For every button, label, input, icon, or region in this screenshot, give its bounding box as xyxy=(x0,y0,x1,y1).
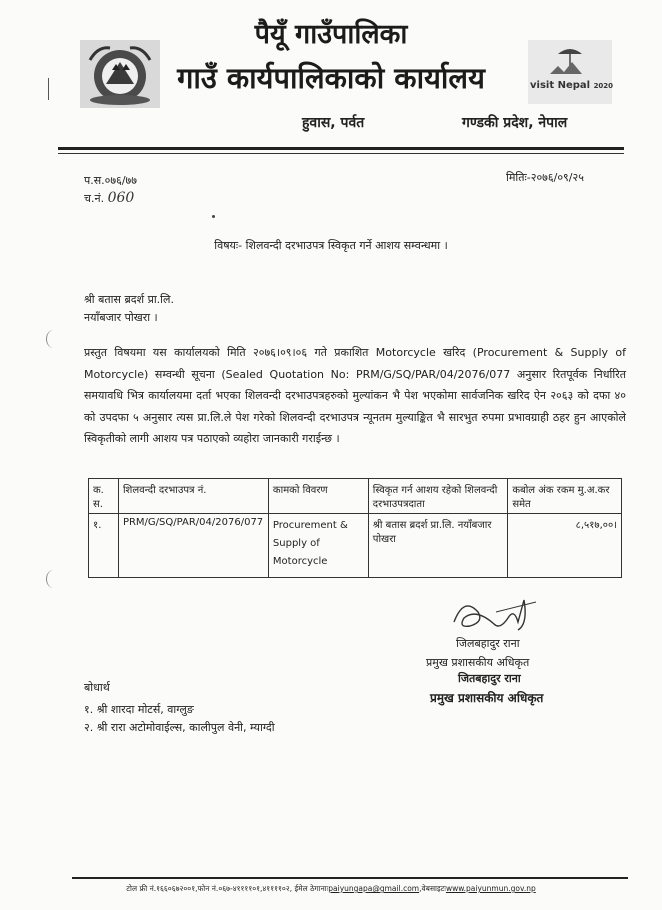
footer-rule xyxy=(72,877,628,879)
header-rule-thick xyxy=(58,147,624,150)
addressee-address: नयाँबजार पोखरा । xyxy=(84,311,158,324)
table-header-row xyxy=(89,479,622,514)
punch-hole-mark xyxy=(46,330,61,348)
footer-contact xyxy=(0,884,662,894)
signatory-name-stamp: जितबहादुर राना xyxy=(458,672,521,685)
office-name: गाउँ कार्यपालिकाको कार्यालय xyxy=(177,61,485,95)
addressee-name: श्री बतास ब्रदर्श प्रा.लि. xyxy=(84,293,174,306)
table-header-cell: शिलवन्दी दरभाउपत्र नं. xyxy=(118,479,268,514)
dot-mark xyxy=(212,215,215,218)
footer-website-link[interactable]: www.paiyunmun.gov.np xyxy=(445,884,536,893)
cc-item: २. श्री रारा अटोमोवाईल्स, कालीपुल वेनी, म्याग्दी xyxy=(84,721,275,734)
province-text: गण्डकी प्रदेश, नेपाल xyxy=(462,115,568,131)
table-cell: ८,५१७,००। xyxy=(508,514,622,578)
footer-web-label: ,वेबसाइटः xyxy=(419,884,446,893)
table-header-cell: स्विकृत गर्न आशय रहेको शिलवन्दी दरभाउपत्रदाता xyxy=(368,479,508,514)
cc-label: बोधार्थ xyxy=(84,681,110,694)
quotation-table xyxy=(88,478,622,578)
table-row xyxy=(89,514,622,578)
table-header-cell: कबोल अंक रकम मु.अ.कर समेत xyxy=(508,479,622,514)
signatory-designation: प्रमुख प्रशासकीय अधिकृत xyxy=(426,656,530,669)
footer-contact-text: टोल फ्री नं.१६६०६७२००१,फोन नं.०६७-४११११०१,४११११०२, ईमेल ठेगानाः xyxy=(126,884,329,893)
chalani-label: च.नं. xyxy=(84,192,105,205)
reference-number: प.स.०७६/७७ xyxy=(84,174,137,187)
signature-image xyxy=(444,592,556,638)
body-paragraph: प्रस्तुत विषयमा यस कार्यालयको मिति २०७६।०९।०६ गते प्रकाशित Motorcycle खरिद (Procurement & Supply of Motorcycle) सम्वन्धी सूचना (Sealed Quotation No: PRM/G/SQ/PAR/04/2076/077 अनुसार रितपूर्वक निर्धारित समयावधि भित्र कार्यालयमा दर्ता भएका शिलवन्दी दरभाउपत्रहरुको मुल्यांकन भै पेश भएकोमा सार्वजनिक खरिद ऐन २०६३ को दफा ४० को उपदफा ५ अनुसार त्यस प्रा.लि.ले पेश गरेको शिलवन्दी दरभाउपत्र न्यूनतम मुल्याङ्कित भै सारभुत रुपमा प्रभावग्राही ठहर हुन आएकोले स्विकृतीको लागी आशय पत्र पठाएको व्यहोरा जानकारी गराईन्छ । xyxy=(84,346,626,445)
table-cell: PRM/G/SQ/PAR/04/2076/077 xyxy=(118,514,268,578)
subject-line: विषयः- शिलवन्दी दरभाउपत्र स्विकृत गर्ने आशय सम्वन्धमा । xyxy=(214,239,448,252)
table-cell: १. xyxy=(89,514,119,578)
signatory-designation-stamp: प्रमुख प्रशासकीय अधिकृत xyxy=(430,691,544,705)
punch-hole-mark xyxy=(46,570,61,588)
org-name: पैयूँ गाउँपालिका xyxy=(254,19,408,50)
header-rule-thin xyxy=(58,153,624,154)
cc-item: १. श्री शारदा मोटर्स, वाग्लुङ xyxy=(84,703,194,716)
chalani-value: 060 xyxy=(107,190,135,206)
table-header-cell: कामको विवरण xyxy=(268,479,368,514)
visit-nepal-text: visit Nepal 2020 xyxy=(530,80,614,91)
letter-date: मितिः-२०७६/०९/२५ xyxy=(506,171,584,184)
signatory-name: जिलबहादुर राना xyxy=(456,637,520,650)
table-header-cell: क. स. xyxy=(89,479,119,514)
footer-email-link[interactable]: paiyungapa@gmail.com xyxy=(328,884,420,893)
table-cell: Procurement & Supply of Motorcycle xyxy=(268,514,368,578)
chalani-number xyxy=(84,190,134,206)
office-location: हुवास, पर्वत xyxy=(302,115,365,131)
table-cell: श्री बतास ब्रदर्श प्रा.लि. नयाँबजार पोखरा xyxy=(368,514,508,578)
